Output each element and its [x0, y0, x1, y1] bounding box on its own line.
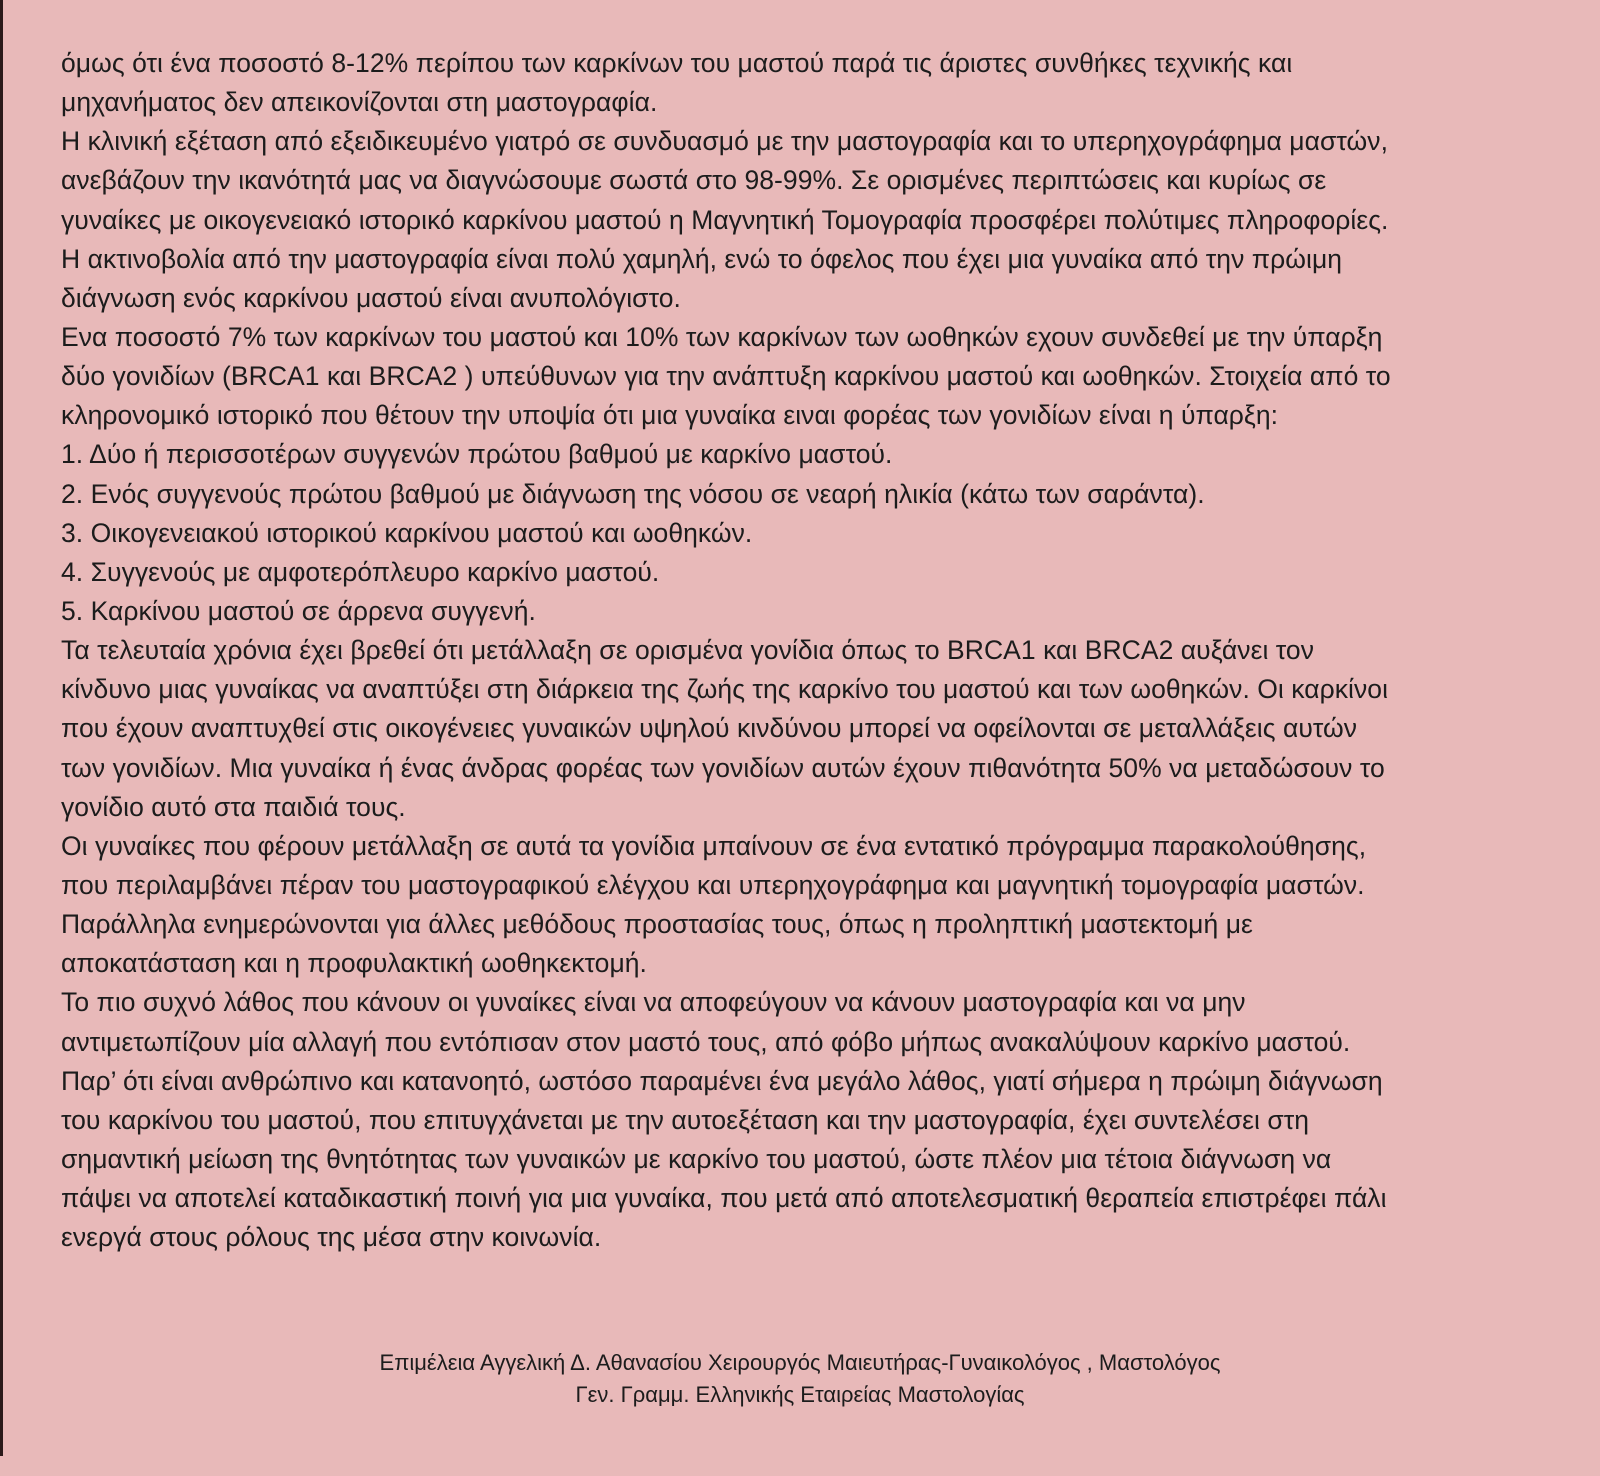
article-line: Η κλινική εξέταση από εξειδικευμένο γιατρό σε συνδυασμό με την μαστογραφία και το υπερηχογράφημα μαστών,: [61, 126, 1388, 157]
list-item: 4. Συγγενούς με αμφοτερόπλευρο καρκίνο μαστού.: [61, 556, 660, 587]
list-item: 3. Οικογενειακού ιστορικού καρκίνου μαστού και ωοθηκών.: [61, 517, 753, 548]
credits-author-line: Επιμέλεια Αγγελική Δ. Αθανασίου Χειρουργός Μαιευτήρας-Γυναικολόγος , Μαστολόγος: [379, 1350, 1221, 1375]
article-line: του καρκίνου του μαστού, που επιτυγχάνεται με την αυτοεξέταση και την μαστογραφία, έχει συντελέσει στη: [61, 1104, 1310, 1135]
article-body: [61, 44, 1561, 1257]
article-line: Η ακτινοβολία από την μαστογραφία είναι πολύ χαμηλή, ενώ το όφελος που έχει μια γυναίκα από την πρώιμη: [61, 243, 1343, 274]
article-line: διάγνωση ενός καρκίνου μαστού είναι ανυπολόγιστο.: [61, 282, 681, 313]
article-line: ανεβάζουν την ικανότητά μας να διαγνώσουμε σωστά στο 98-99%. Σε ορισμένες περιπτώσεις και κυρίως σε: [61, 165, 1327, 196]
article-line: των γονιδίων. Μια γυναίκα ή ένας άνδρας φορέας των γονιδίων αυτών έχουν πιθανότητα 50% να μεταδώσουν το: [61, 752, 1385, 783]
article-line: Οι γυναίκες που φέρουν μετάλλαξη σε αυτά τα γονίδια μπαίνουν σε ένα εντατικό πρόγραμμα παρακολούθησης,: [61, 830, 1367, 861]
article-line: Παράλληλα ενημερώνονται για άλλες μεθόδους προστασίας τους, όπως η προληπτική μαστεκτομή με: [61, 909, 1253, 940]
list-item: 5. Καρκίνου μαστού σε άρρενα συγγενή.: [61, 595, 536, 626]
article-line: αντιμετωπίζουν μία αλλαγή που εντόπισαν στον μαστό τους, από φόβο μήπως ανακαλύψουν καρκίνο μαστού.: [61, 1026, 1351, 1057]
author-credits: [0, 1347, 1600, 1411]
left-border-rule: [0, 0, 3, 1456]
article-line: γονίδιο αυτό στα παιδιά τους.: [61, 791, 406, 822]
article-line: που περιλαμβάνει πέραν του μαστογραφικού ελέγχου και υπερηχογράφημα και μαγνητική τομογραφία μαστών.: [61, 869, 1365, 900]
article-line: Το πιο συχνό λάθος που κάνουν οι γυναίκες είναι να αποφεύγουν να κάνουν μαστογραφία και να μην: [61, 987, 1246, 1018]
article-line: κίνδυνο μιας γυναίκας να αναπτύξει στη διάρκεια της ζωής της καρκίνο του μαστού και των ωοθηκών. Οι καρκίνοι: [61, 674, 1389, 705]
credits-society-line: Γεν. Γραμμ. Ελληνικής Εταιρείας Μαστολογίας: [575, 1382, 1025, 1407]
article-line: όμως ότι ένα ποσοστό 8-12% περίπου των καρκίνων του μαστού παρά τις άριστες συνθήκες τεχνικής και: [61, 48, 1293, 78]
article-line: δύο γονιδίων (BRCA1 και BRCA2 ) υπεύθυνων για την ανάπτυξη καρκίνου μαστού και ωοθηκών. Στοιχεία από το: [61, 361, 1391, 392]
article-line: γυναίκες με οικογενειακό ιστορικό καρκίνου μαστού η Μαγνητική Τομογραφία προσφέρει πολύτιμες πληροφορίες.: [61, 204, 1389, 235]
article-line: που έχουν αναπτυχθεί στις οικογένειες γυναικών υψηλού κινδύνου μπορεί να οφείλονται σε μεταλλάξεις αυτών: [61, 713, 1358, 744]
article-line: μηχανήματος δεν απεικονίζονται στη μαστογραφία.: [61, 87, 658, 118]
article-line: Ενα ποσοστό 7% των καρκίνων του μαστού και 10% των καρκίνων των ωοθηκών εχουν συνδεθεί με την ύπαρξη: [61, 321, 1383, 352]
article-line: σημαντική μείωση της θνητότητας των γυναικών με καρκίνο του μαστού, ώστε πλέον μια τέτοια διάγνωση να: [61, 1143, 1332, 1174]
article-line: κληρονομικό ιστορικό που θέτουν την υποψία ότι μια γυναίκα ειναι φορέας των γονιδίων είναι η ύπαρξη:: [61, 400, 1279, 431]
article-line: ενεργά στους ρόλους της μέσα στην κοινωνία.: [61, 1222, 602, 1253]
article-line: Παρ’ ότι είναι ανθρώπινο και κατανοητό, ωστόσο παραμένει ένα μεγάλο λάθος, γιατί σήμερα η πρώιμη διάγνωση: [61, 1065, 1383, 1096]
list-item: 2. Ενός συγγενούς πρώτου βαθμού με διάγνωση της νόσου σε νεαρή ηλικία (κάτω των σαράντα).: [61, 478, 1205, 509]
article-line: Τα τελευταία χρόνια έχει βρεθεί ότι μετάλλαξη σε ορισμένα γονίδια όπως το BRCA1 και BRCA2 αυξάνει τον: [61, 635, 1315, 666]
article-line: αποκατάσταση και η προφυλακτική ωοθηκεκτομή.: [61, 948, 647, 979]
article-line: πάψει να αποτελεί καταδικαστική ποινή για μια γυναίκα, που μετά από αποτελεσματική θεραπεία επιστρέφει πάλι: [61, 1183, 1387, 1214]
list-item: 1. Δύο ή περισσοτέρων συγγενών πρώτου βαθμού με καρκίνο μαστού.: [61, 439, 893, 470]
